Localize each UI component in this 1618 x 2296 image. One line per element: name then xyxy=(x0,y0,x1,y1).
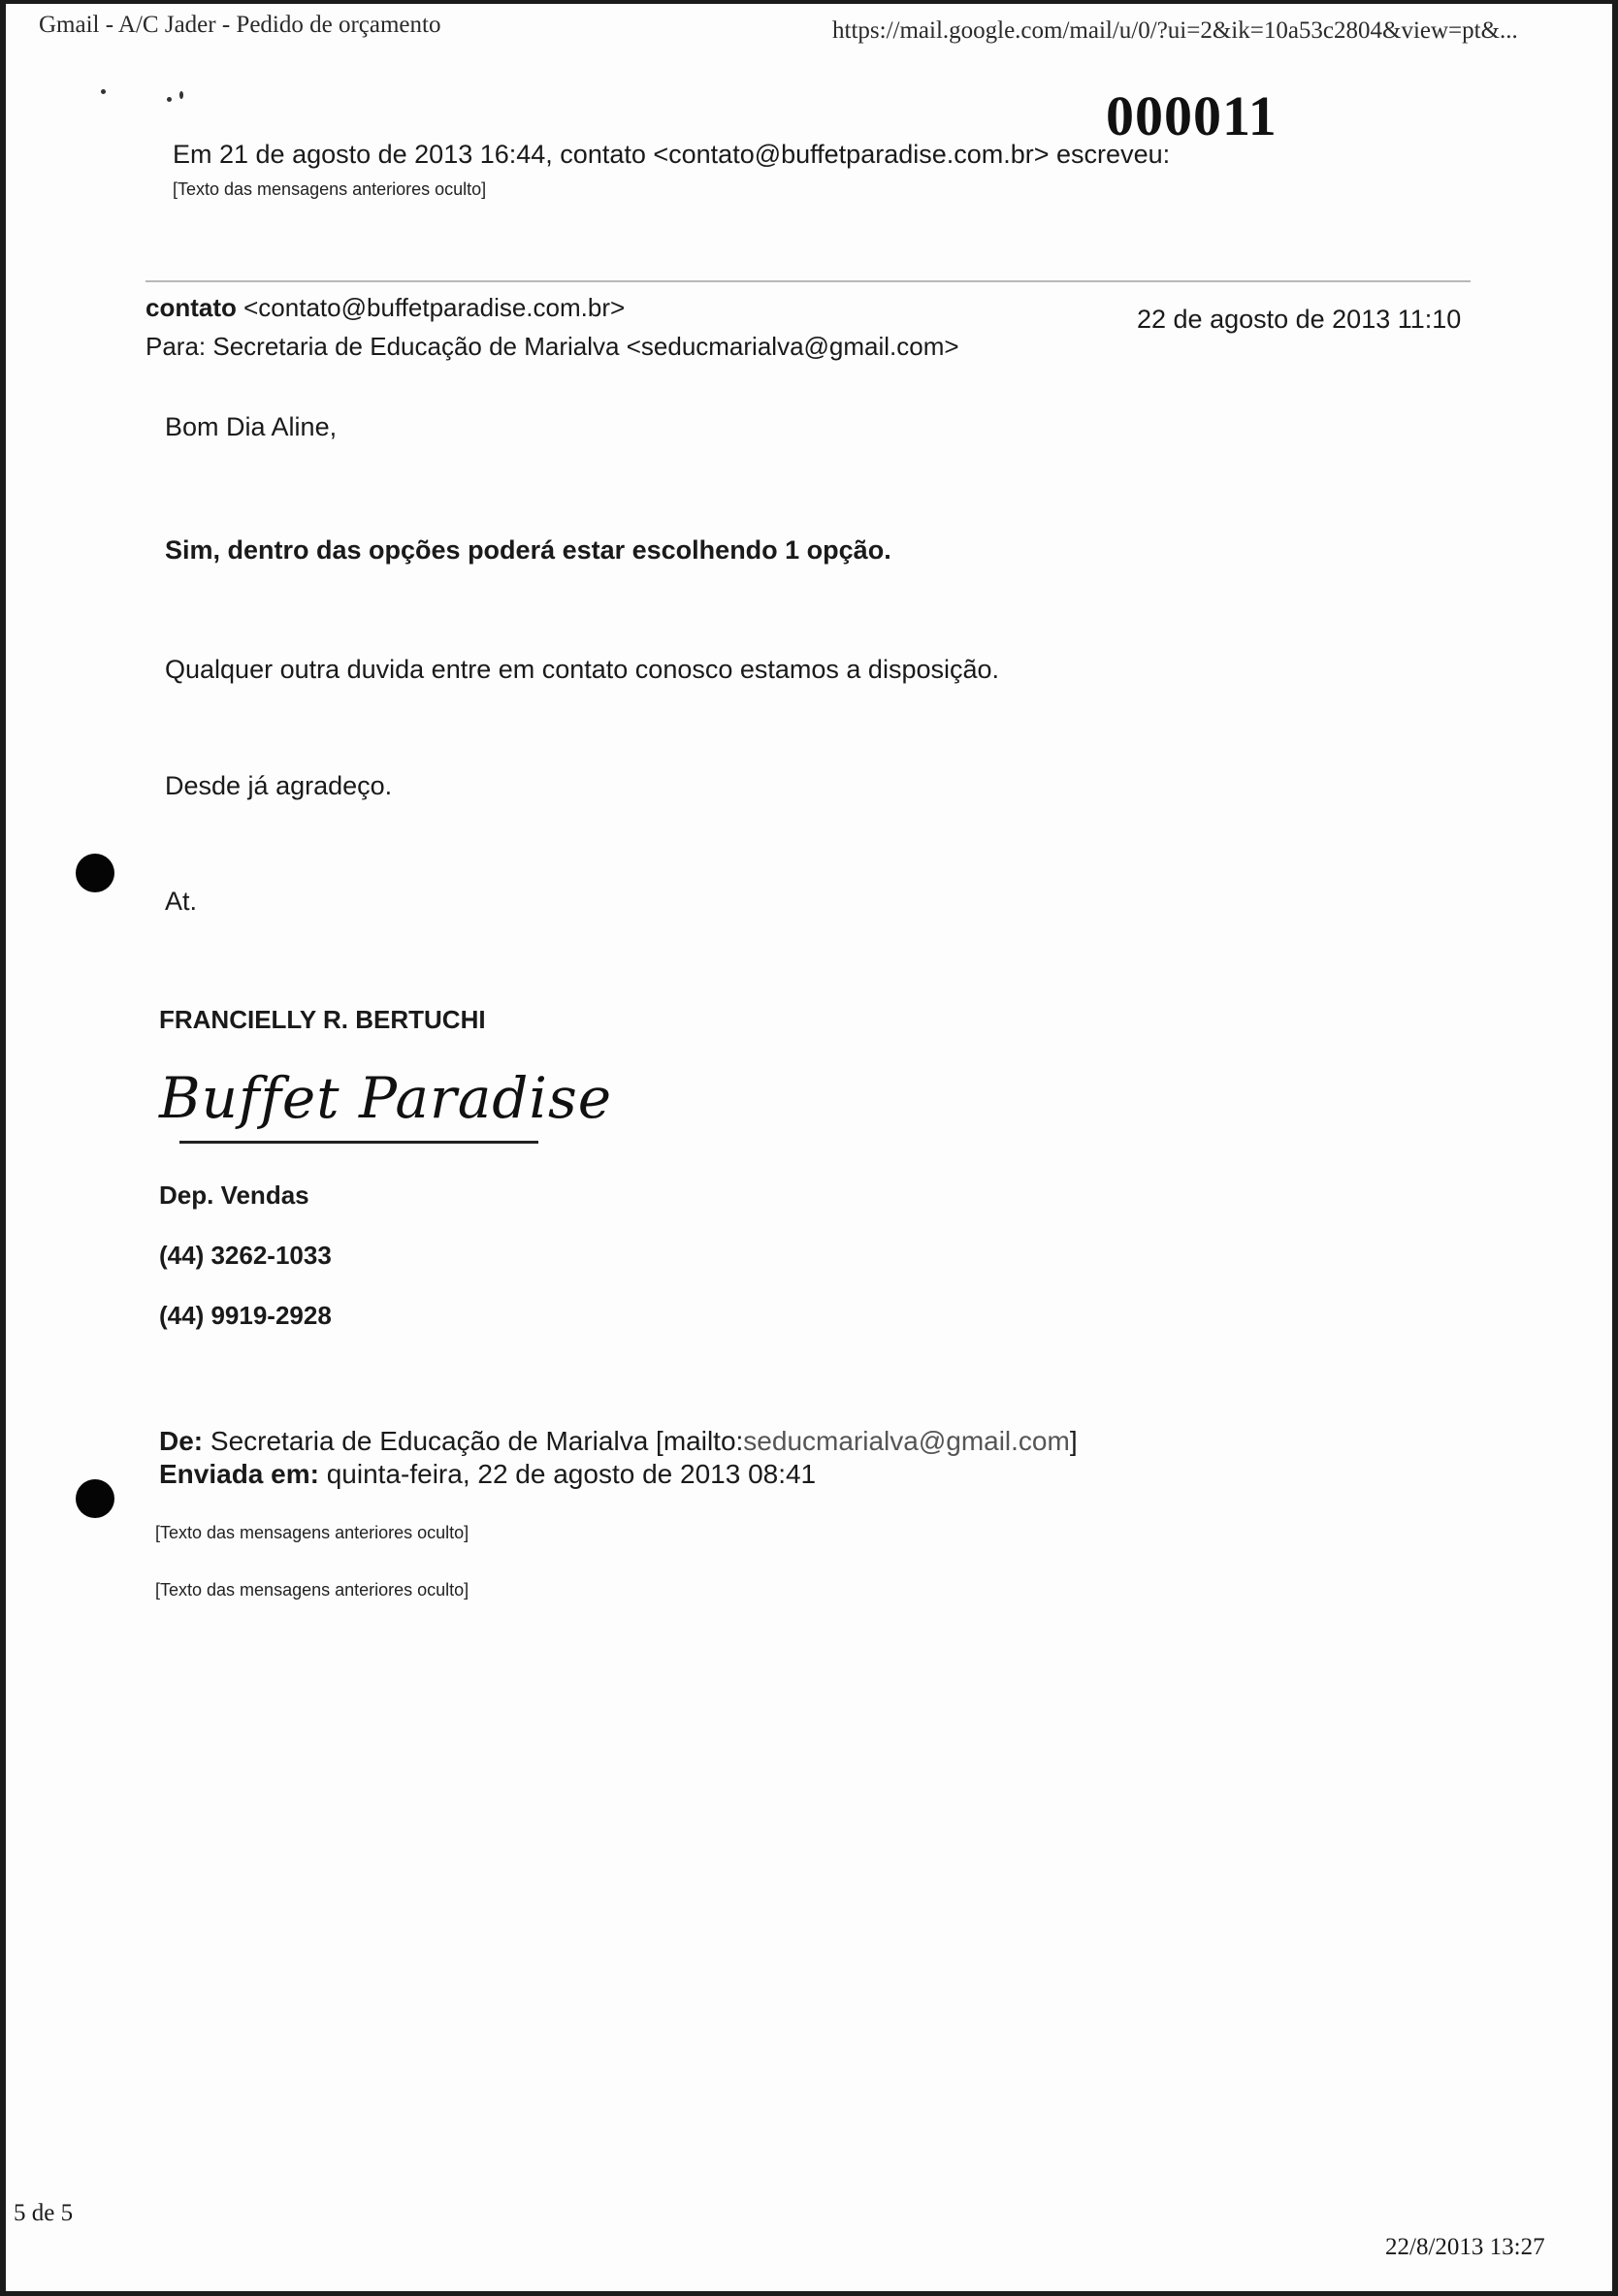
print-header-url: https://mail.google.com/mail/u/0/?ui=2&ik=10a53c2804&view=pt&... xyxy=(832,17,1518,44)
forwarded-from xyxy=(159,1426,1078,1457)
punch-hole xyxy=(76,854,114,892)
body-bold-line: Sim, dentro das opções poderá estar escolhendo 1 opção. xyxy=(165,535,891,565)
print-header-title: Gmail - A/C Jader - Pedido de orçamento xyxy=(39,12,441,38)
forwarded-from-close: ] xyxy=(1069,1426,1078,1456)
forwarded-from-label: De: xyxy=(159,1426,204,1456)
page-number-stamp: 000011 xyxy=(1106,84,1278,147)
print-footer-page: 5 de 5 xyxy=(14,2200,74,2226)
hidden-text-link[interactable]: [Texto das mensagens anteriores oculto] xyxy=(155,1523,469,1542)
message-date: 22 de agosto de 2013 11:10 xyxy=(1137,305,1462,334)
hidden-text-link[interactable]: [Texto das mensagens anteriores oculto] xyxy=(173,179,487,199)
scan-speck xyxy=(101,89,106,94)
logo-underline xyxy=(179,1141,538,1144)
print-footer-timestamp: 22/8/2013 13:27 xyxy=(1385,2234,1545,2260)
hidden-text-link[interactable]: [Texto das mensagens anteriores oculto] xyxy=(155,1580,469,1600)
forwarded-from-value: Secretaria de Educação de Marialva [mailto: xyxy=(210,1426,744,1456)
body-greeting: Bom Dia Aline, xyxy=(165,412,338,441)
forwarded-sent xyxy=(159,1459,816,1490)
scan-edge-bottom xyxy=(0,2291,1618,2296)
sender-email: <contato@buffetparadise.com.br> xyxy=(243,293,626,322)
body-paragraph: Qualquer outra duvida entre em contato conosco estamos a disposição. xyxy=(165,655,1000,684)
message-divider xyxy=(146,280,1471,282)
scan-edge-left xyxy=(0,0,6,2296)
signature-phone-2: (44) 9919-2928 xyxy=(159,1301,332,1330)
forwarded-sent-label: Enviada em: xyxy=(159,1459,319,1489)
scan-edge-top xyxy=(0,0,1618,4)
message-from xyxy=(146,293,625,323)
body-closing: At. xyxy=(165,887,198,916)
punch-hole xyxy=(76,1479,114,1518)
sender-name: contato xyxy=(146,293,237,322)
forwarded-from-email[interactable]: seducmarialva@gmail.com xyxy=(743,1426,1070,1456)
scan-edge-right xyxy=(1612,0,1618,2296)
scan-speck xyxy=(179,91,183,99)
buffet-paradise-logo: Buffet Paradise xyxy=(159,1065,613,1131)
body-thanks: Desde já agradeço. xyxy=(165,771,393,800)
quoted-reply-line: Em 21 de agosto de 2013 16:44, contato <contato@buffetparadise.com.br> escreveu: xyxy=(173,140,1171,169)
signature-phone-1: (44) 3262-1033 xyxy=(159,1241,332,1270)
message-to: Para: Secretaria de Educação de Marialva <seducmarialva@gmail.com> xyxy=(146,332,959,361)
scan-speck xyxy=(167,97,172,102)
signature-department: Dep. Vendas xyxy=(159,1180,309,1210)
signature-name: FRANCIELLY R. BERTUCHI xyxy=(159,1005,486,1034)
forwarded-sent-value: quinta-feira, 22 de agosto de 2013 08:41 xyxy=(326,1459,817,1489)
